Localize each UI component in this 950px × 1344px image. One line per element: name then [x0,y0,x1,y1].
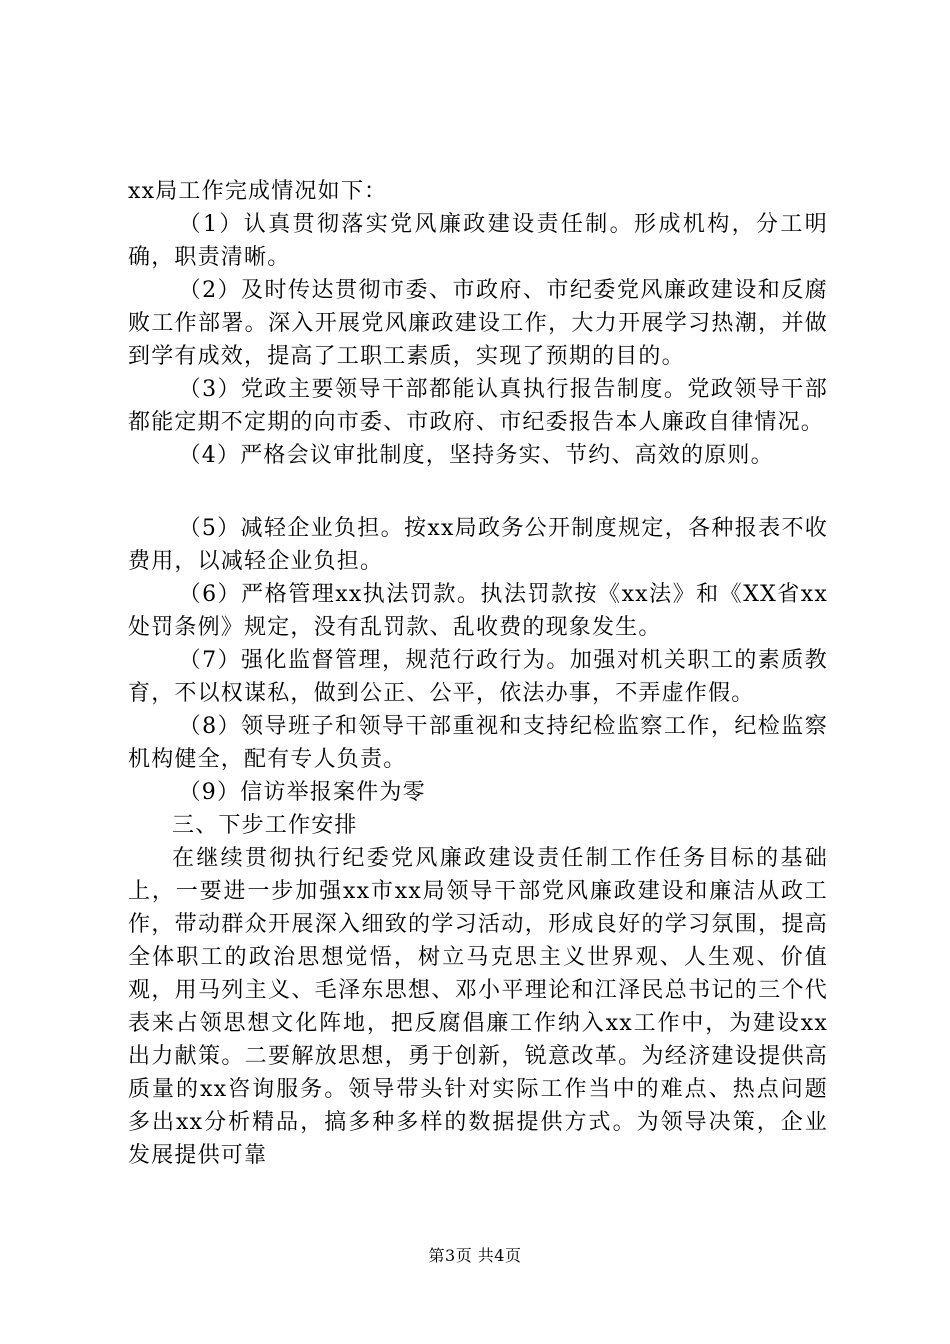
paragraph-item-7: （7）强化监督管理，规范行政行为。加强对机关职工的素质教育，不以权谋私，做到公正、公平，依法办事，不弄虚作假。 [128,648,828,706]
paragraph-item-1: （1）认真贯彻落实党风廉政建设责任制。形成机构，分工明确，职责清晰。 [128,212,828,270]
document-body [128,175,828,1172]
paragraph-item-5: （5）减轻企业负担。按xx局政务公开制度规定，各种报表不收费用，以减轻企业负担。 [128,516,828,574]
paragraph-item-6: （6）严格管理xx执法罚款。执法罚款按《xx法》和《XX省xx处罚条例》规定，没有乱罚款、乱收费的现象发生。 [128,582,828,640]
paragraph-intro: xx局工作完成情况如下： [128,179,388,204]
paragraph-item-4: （4）严格会议审批制度，坚持务实、节约、高效的原则。 [178,443,774,468]
paragraph-item-9: （9）信访举报案件为零 [178,780,426,805]
paragraph-item-8: （8）领导班子和领导干部重视和支持纪检监察工作，纪检监察机构健全，配有专人负责。 [128,714,828,772]
paragraph-next-steps: 在继续贯彻执行纪委党风廉政建设责任制工作任务目标的基础上，一要进一步加强xx市xx局领导干部党风廉政建设和廉洁从政工作，带动群众开展深入细致的学习活动，形成良好的学习氛围，提高全体职工的政治思想觉悟，树立马克思主义世界观、人生观、价值观，用马列主义、毛泽东思想、邓小平理论和江泽民总书记的三个代表来占领思想文化阵地，把反腐倡廉工作纳入xx工作中，为建设xx出力献策。二要解放思想，勇于创新，锐意改革。为经济建设提供高质量的xx咨询服务。领导带头针对实际工作当中的难点、热点问题多出xx分析精品，搞多种多样的数据提供方式。为领导决策，企业发展提供可靠 [128,846,828,1168]
paragraph-item-2: （2）及时传达贯彻市委、市政府、市纪委党风廉政建设和反腐败工作部署。深入开展党风廉政建设工作，大力开展学习热潮，并做到学有成效，提高了工职工素质，实现了预期的目的。 [128,278,828,369]
paragraph-item-3: （3）党政主要领导干部都能认真执行报告制度。党政领导干部都能定期不定期的向市委、市政府、市纪委报告本人廉政自律情况。 [128,377,828,435]
page-footer: 第3页 共4页 [428,1246,522,1265]
section-heading-next-steps: 三、下步工作安排 [172,813,358,838]
